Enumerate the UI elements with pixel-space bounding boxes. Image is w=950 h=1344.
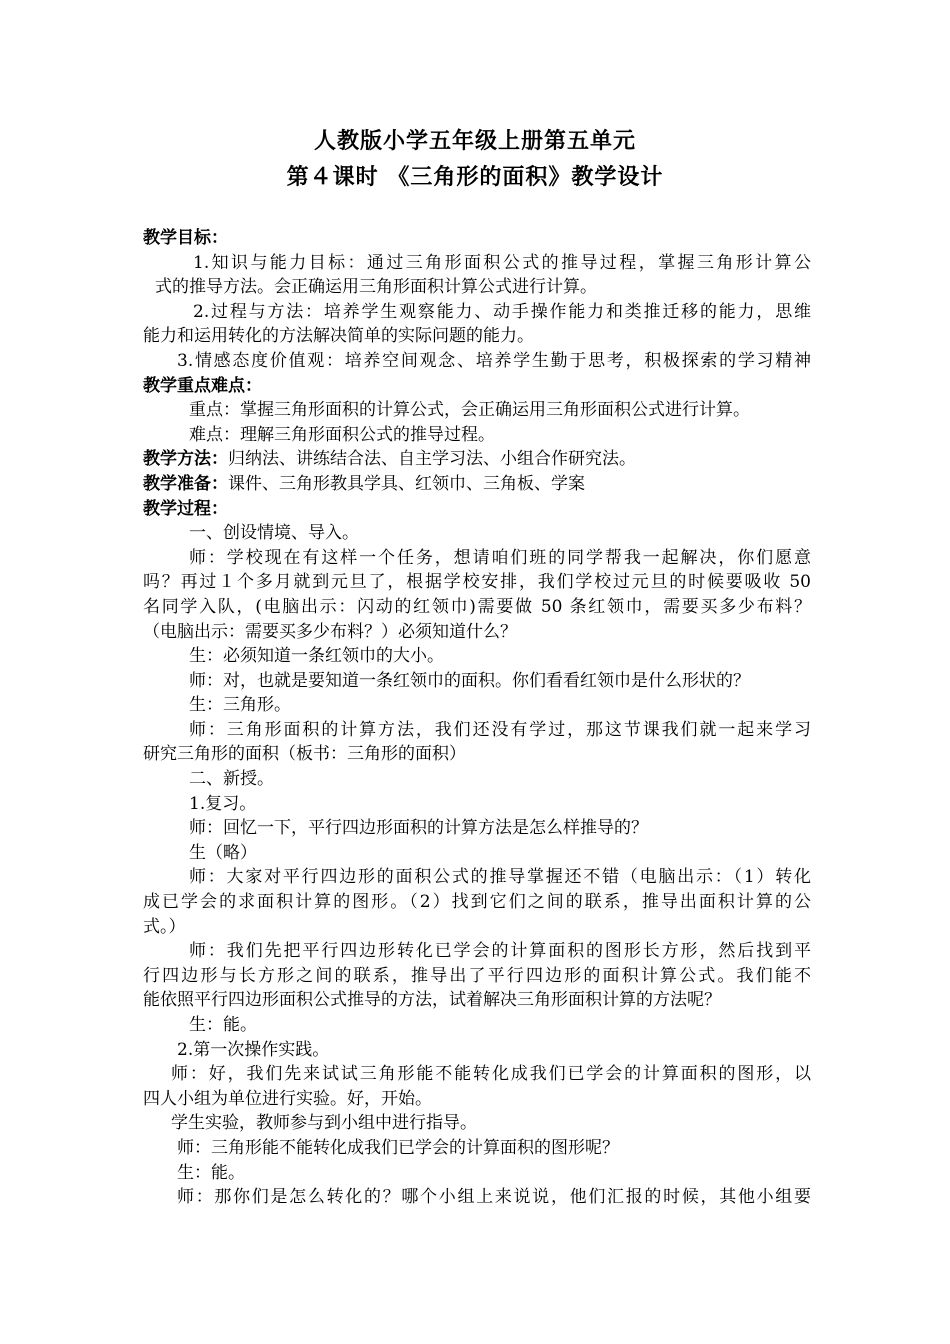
text-line: 教学目标： <box>143 228 228 248</box>
text-line: 1.复习。 <box>189 793 257 814</box>
text-line: （电脑出示：需要买多少布料？）必须知道什么？ <box>143 621 517 642</box>
text-line: 师：我们先把平行四边形转化已学会的计算面积的图形长方形，然后找到平 <box>189 941 811 962</box>
text-line: 师：对，也就是要知道一条红领巾的面积。你们看看红领巾是什么形状的？ <box>189 670 750 691</box>
text-line: 难点：理解三角形面积公式的推导过程。 <box>189 424 495 445</box>
text-line: 生：三角形。 <box>189 695 291 716</box>
section-text: 归纳法、讲练结合法、自主学习法、小组合作研究法。 <box>228 449 636 470</box>
text-line: 式的推导方法。会正确运用三角形面积计算公式进行计算。 <box>155 277 597 298</box>
document-body <box>143 226 811 1210</box>
section-text: 课件、三角形教具学具、红领巾、三角板、学案 <box>228 473 585 494</box>
text-line: 师：三角形面积的计算方法，我们还没有学过，那这节课我们就一起来学习 <box>189 719 811 740</box>
text-line: 学生实验，教师参与到小组中进行指导。 <box>171 1113 477 1134</box>
text-line: 2.过程与方法：培养学生观察能力、动手操作能力和类推迁移的能力，思维 <box>193 301 811 322</box>
text-line: 能依照平行四边形面积公式推导的方法，试着解决三角形面积计算的方法呢？ <box>143 990 721 1011</box>
document-title-line2: 第４课时 《三角形的面积》教学设计 <box>286 165 664 190</box>
text-line: 生（略） <box>189 842 257 863</box>
text-line: 1.知识与能力目标：通过三角形面积公式的推导过程，掌握三角形计算公 <box>193 252 811 273</box>
text-line: 名同学入队，(电脑出示：闪动的红领巾)需要做 50 条红领巾，需要买多少布料？ <box>143 596 811 617</box>
text-line: 师：好，我们先来试试三角形能不能转化成我们已学会的计算面积的图形，以 <box>171 1064 811 1085</box>
text-line: 2.第一次操作实践。 <box>177 1039 330 1060</box>
text-line: 成已学会的求面积计算的图形。（2）找到它们之间的联系，推导出面积计算的公 <box>143 892 811 913</box>
section-heading: 教学方法： <box>143 449 228 470</box>
text-line: 3.情感态度价值观：培养空间观念、培养学生勤于思考，积极探索的学习精神 <box>177 350 811 371</box>
text-line: 一、创设情境、导入。 <box>189 523 359 544</box>
text-line: 行四边形与长方形之间的联系，推导出了平行四边形的面积计算公式。我们能不 <box>143 965 811 986</box>
text-line: 生：必须知道一条红领巾的大小。 <box>189 646 444 667</box>
text-line: 教学重点难点： <box>143 375 262 396</box>
text-line: 四人小组为单位进行实验。好，开始。 <box>143 1088 432 1109</box>
text-line: 二、新授。 <box>189 769 274 790</box>
text-line: 式。） <box>143 916 186 937</box>
text-line: 教学过程： <box>143 498 228 519</box>
text-line <box>143 447 811 472</box>
text-line: 重点：掌握三角形面积的计算公式，会正确运用三角形面积公式进行计算。 <box>189 400 750 421</box>
text-line <box>143 472 811 497</box>
text-line: 生：能。 <box>189 1015 257 1035</box>
text-line: 吗？再过１个多月就到元旦了，根据学校安排，我们学校过元旦的时候要吸收 50 <box>143 572 811 593</box>
text-line: 师：回忆一下，平行四边形面积的计算方法是怎么样推导的？ <box>189 818 648 839</box>
text-line: 师：那你们是怎么转化的？哪个小组上来说说，他们汇报的时候，其他小组要 <box>177 1187 811 1208</box>
text-line: 研究三角形的面积（板书：三角形的面积） <box>143 744 466 765</box>
text-line: 师：大家对平行四边形的面积公式的推导掌握还不错（电脑出示：（1）转化 <box>189 867 811 888</box>
text-line: 生：能。 <box>177 1162 245 1183</box>
document-title-line1: 人教版小学五年级上册第五单元 <box>313 129 636 154</box>
text-line: 师：学校现在有这样一个任务，想请咱们班的同学帮我一起解决，你们愿意 <box>189 547 811 568</box>
text-line: 师：三角形能不能转化成我们已学会的计算面积的图形呢？ <box>177 1137 619 1158</box>
section-heading: 教学准备： <box>143 473 228 494</box>
text-line: 能力和运用转化的方法解决简单的实际问题的能力。 <box>143 326 534 347</box>
